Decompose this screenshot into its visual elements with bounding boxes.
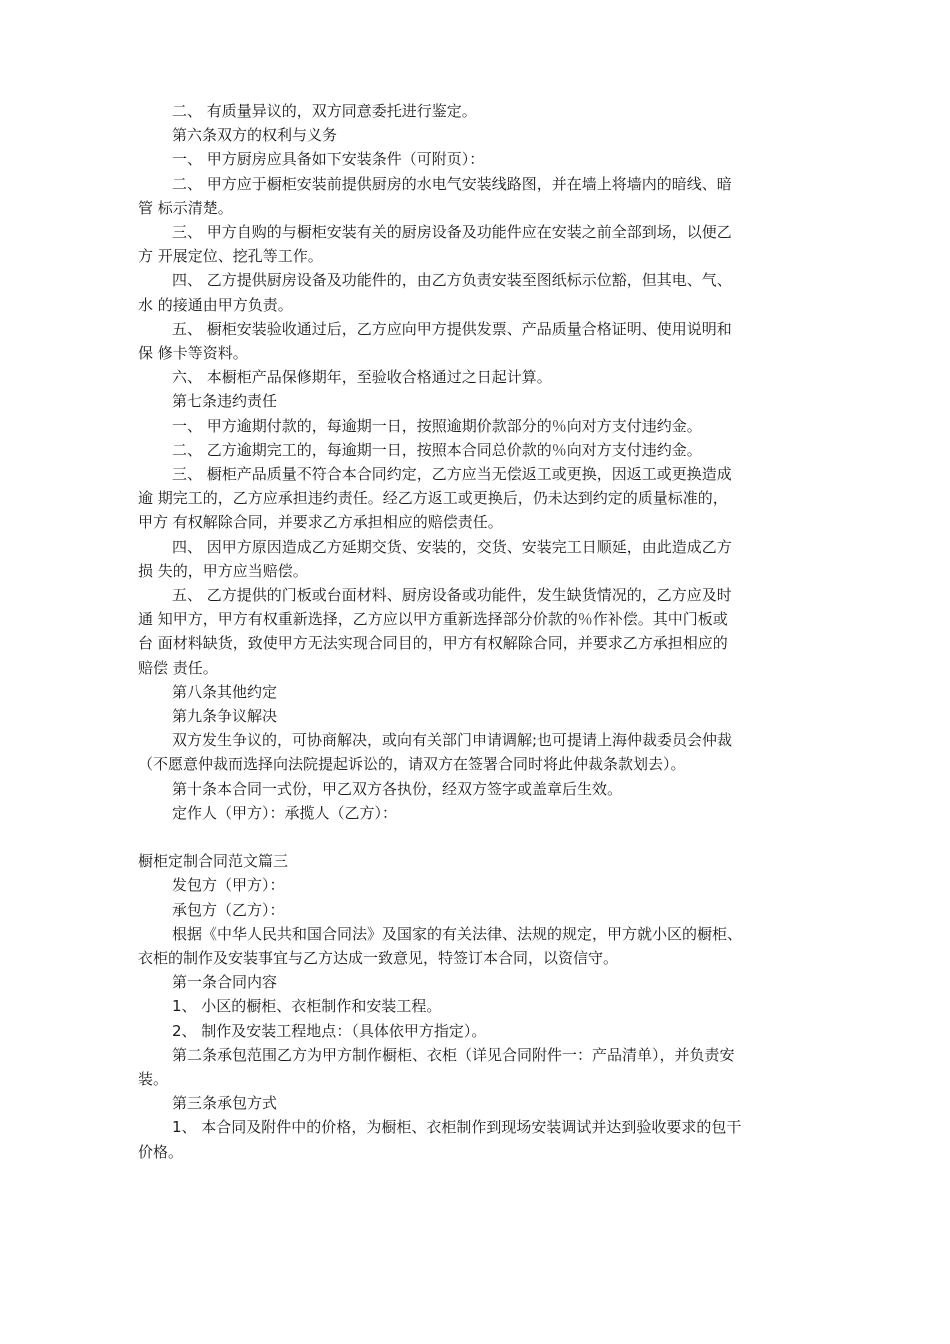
text-line: 第三条承包方式 [172, 1094, 278, 1113]
text-line: 第二条承包范围乙方为甲方制作橱柜、衣柜（详见合同附件一：产品清单），并负责安 [172, 1045, 735, 1064]
text-line: 1、 小区的橱柜、衣柜制作和安装工程。 [172, 997, 442, 1016]
text-line: （不愿意仲裁而选择向法院提起诉讼的，请双方在签署合同时将此仲裁条款划去）。 [138, 755, 686, 774]
text-line: 第十条本合同一式份，甲乙双方各执份，经双方签字或盖章后生效。 [172, 779, 623, 798]
text-line: 损 失的，甲方应当赔偿。 [138, 561, 308, 580]
text-line: 五、 橱柜安装验收通过后，乙方应向甲方提供发票、产品质量合格证明、使用说明和 [172, 319, 732, 338]
text-line: 四、 因甲方原因造成乙方延期交货、安装的，交货、安装完工日顺延，由此造成乙方 [172, 537, 732, 556]
text-line: 发包方（甲方）： [172, 876, 285, 895]
text-line: 方 开展定位、挖孔等工作。 [138, 247, 323, 266]
text-line: 一、 甲方逾期付款的，每逾期一日，按照逾期价款部分的％向对方支付违约金。 [172, 416, 702, 435]
text-line [138, 825, 828, 849]
text-line: 赔偿 责任。 [138, 658, 218, 677]
text-line: 甲方 有权解除合同，并要求乙方承担相应的赔偿责任。 [138, 513, 503, 532]
text-line: 2、 制作及安装工程地点：（具体依甲方指定）。 [172, 1021, 487, 1040]
text-line: 定作人（甲方）：承揽人（乙方）： [172, 803, 398, 822]
text-line: 二、 甲方应于橱柜安装前提供厨房的水电气安装线路图，并在墙上将墙内的暗线、暗 [172, 174, 732, 193]
text-line: 1、 本合同及附件中的价格，为橱柜、衣柜制作到现场安装调试并达到验收要求的包干 [172, 1118, 742, 1137]
text-line: 根据《中华人民共和国合同法》及国家的有关法律、法规的规定，甲方就小区的橱柜、 [172, 924, 743, 943]
text-line: 承包方（乙方）： [172, 900, 285, 919]
text-line: 四、 乙方提供厨房设备及功能件的，由乙方负责安装至图纸标示位豁，但其电、气、 [172, 271, 732, 290]
text-line: 装。 [138, 1069, 169, 1088]
text-line: 第八条其他约定 [172, 682, 278, 701]
text-line: 五、 乙方提供的门板或台面材料、厨房设备或功能件，发生缺货情况的，乙方应及时 [172, 586, 732, 605]
text-line: 一、 甲方厨房应具备如下安装条件（可附页）： [172, 150, 485, 169]
text-line: 第九条争议解决 [172, 707, 278, 726]
document-body [138, 99, 828, 1164]
text-line: 双方发生争议的，可协商解决，或向有关部门申请调解;也可提请上海仲裁委员会仲裁 [172, 731, 733, 750]
text-line: 衣柜的制作及安装事宜与乙方达成一致意见，特签订本合同，以资信守。 [138, 948, 619, 967]
text-line: 保 修卡等资料。 [138, 344, 248, 363]
text-line: 橱柜定制合同范文篇三 [138, 852, 289, 871]
text-line: 二、 乙方逾期完工的，每逾期一日，按照本合同总价款的％向对方支付违约金。 [172, 440, 702, 459]
text-line: 第七条违约责任 [172, 392, 278, 411]
text-line: 二、 有质量异议的，双方同意委托进行鉴定。 [172, 102, 477, 120]
text-line: 水 的接通由甲方负责。 [138, 295, 293, 314]
text-line: 第六条双方的权利与义务 [172, 126, 338, 145]
text-line: 第一条合同内容 [172, 973, 278, 992]
text-line: 六、 本橱柜产品保修期年，至验收合格通过之日起计算。 [172, 368, 552, 387]
text-line: 通 知甲方，甲方有权重新选择，乙方应以甲方重新选择部分价款的％作补偿。其中门板或 [138, 610, 728, 629]
text-line: 三、 橱柜产品质量不符合本合同约定，乙方应当无偿返工或更换，因返工或更换造成 [172, 465, 732, 484]
text-line: 管 标示清楚。 [138, 198, 233, 217]
text-line: 价格。 [138, 1142, 184, 1161]
text-line: 三、 甲方自购的与橱柜安装有关的厨房设备及功能件应在安装之前全部到场，以便乙 [172, 223, 732, 242]
text-line: 逾 期完工的，乙方应承担违约责任。经乙方返工或更换后，仍未达到约定的质量标准的， [138, 489, 728, 508]
text-line: 台 面材料缺货，致使甲方无法实现合同目的，甲方有权解除合同，并要求乙方承担相应的 [138, 634, 728, 653]
